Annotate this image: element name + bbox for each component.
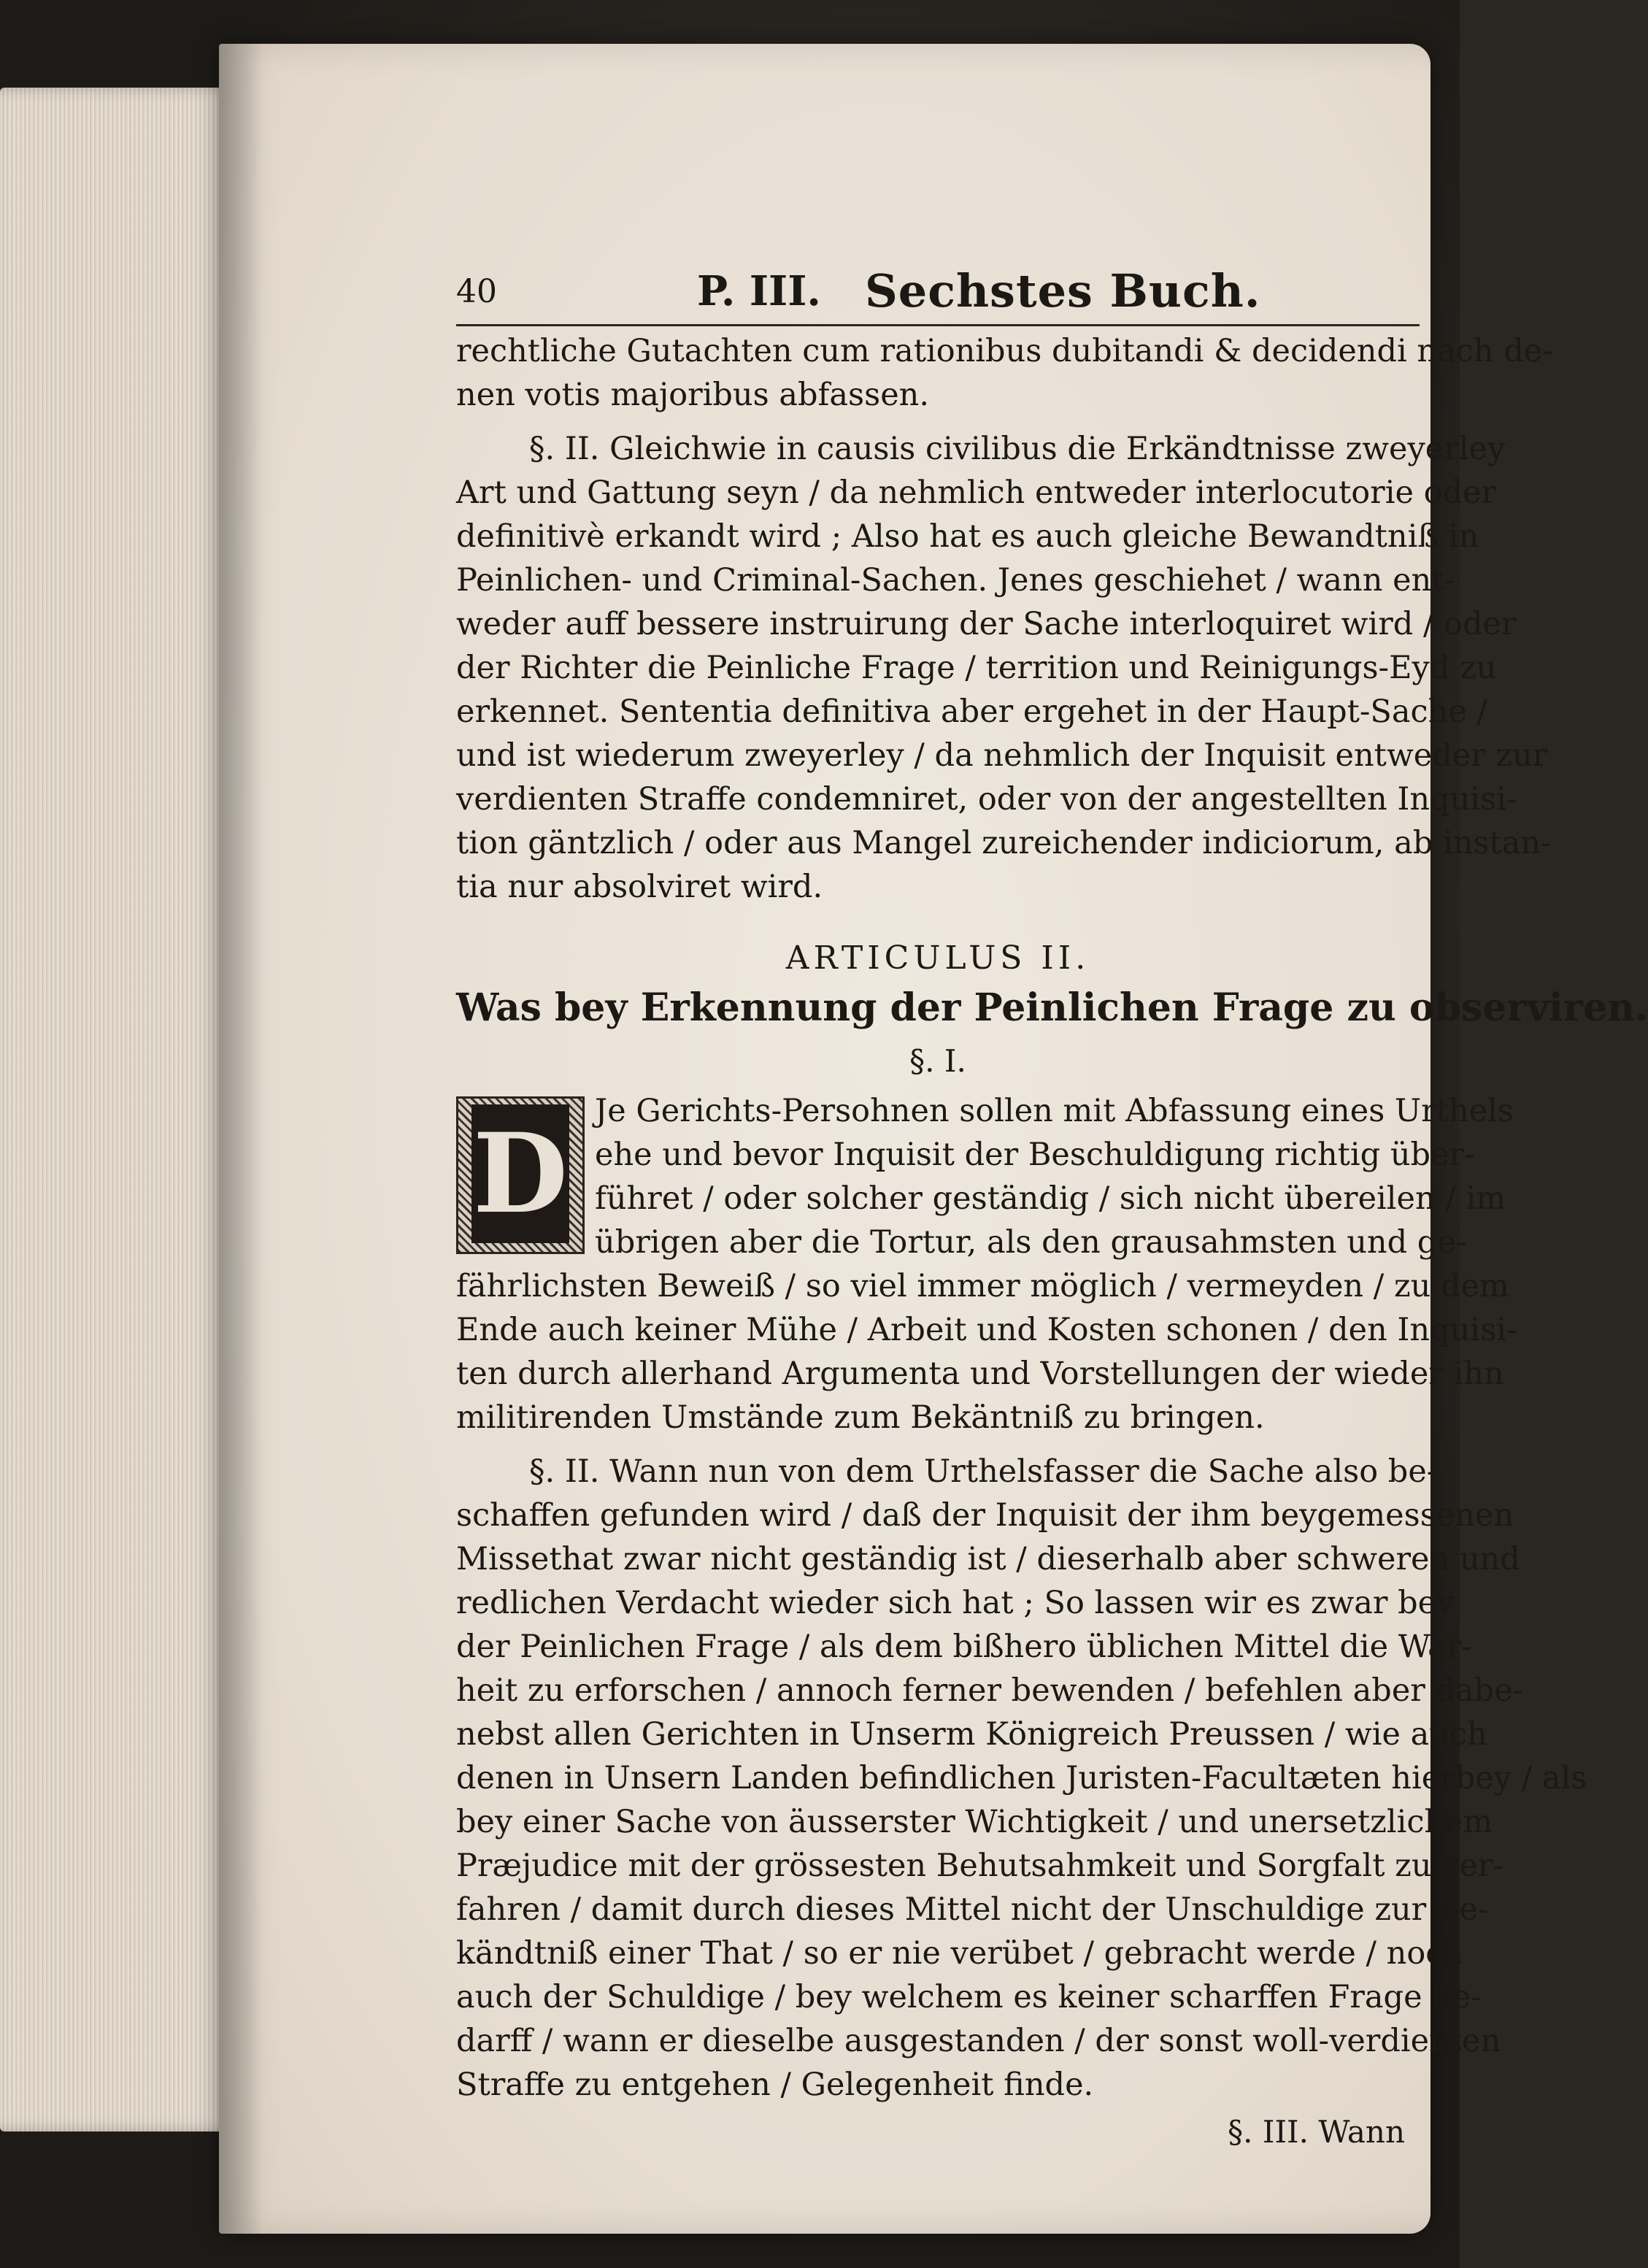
text-line: verdienten Straffe condemniret, oder von der angestellten Inquisi-: [456, 781, 1517, 818]
text-line: denen in Unsern Landen befindlichen Juristen-Facultæten hierbey / als: [456, 1760, 1587, 1796]
text-line: fährlichsten Beweiß / so viel immer möglich / vermeyden / zu dem: [456, 1268, 1509, 1304]
catchword-row: [456, 2107, 1420, 2158]
text-line: Peinlichen- und Criminal-Sachen. Jenes geschiehet / wann ent-: [456, 562, 1455, 599]
part-label: P. III.: [697, 267, 821, 315]
text-line: führet / oder solcher geständig / sich nicht übereilen / im: [595, 1180, 1506, 1217]
text-line: bey einer Sache von äusserster Wichtigkeit / und unersetzlichem: [456, 1804, 1493, 1840]
running-header: [456, 263, 1420, 326]
text-line: darff / wann er dieselbe ausgestanden / der sonst woll-verdienten: [456, 2023, 1501, 2059]
text-line: tion gäntzlich / oder aus Mangel zureichender indiciorum, ab instan-: [456, 825, 1552, 861]
text-line: übrigen aber die Tortur, als den grausahmsten und ge-: [595, 1224, 1467, 1261]
catchword: §. III. Wann: [1228, 2114, 1405, 2150]
gutter-shadow: [219, 44, 263, 2234]
text-line: ehe und bevor Inquisit der Beschuldigung richtig über-: [595, 1137, 1475, 1173]
article-heading: ARTICULUS II.: [785, 939, 1090, 977]
text-line: Præjudice mit der grössesten Behutsahmkeit und Sorgfalt zu ver-: [456, 1848, 1503, 1884]
article-title: Was bey Erkennung der Peinlichen Frage zu observiren.: [456, 985, 1648, 1030]
text-line: redlichen Verdacht wieder sich hat ; So lassen wir es zwar bey: [456, 1585, 1455, 1621]
text-line: schaffen gefunden wird / daß der Inquisit der ihm beygemessenen: [456, 1497, 1514, 1534]
initial-letter: D: [471, 1104, 569, 1243]
text-line: rechtliche Gutachten cum rationibus dubitandi & decidendi nach de-: [456, 333, 1553, 369]
paragraph-section-2b: [456, 1450, 1587, 2107]
page-text: [456, 263, 1648, 2158]
page-number: 40: [456, 273, 497, 310]
text-line: weder auff bessere instruirung der Sache interloquiret wird / oder: [456, 606, 1517, 642]
text-line: Je Gerichts-Persohnen sollen mit Abfassung eines Urthels: [595, 1093, 1514, 1129]
text-line: kändtniß einer That / so er nie verübet / gebracht werde / noch: [456, 1935, 1464, 1972]
text-line: ten durch allerhand Argumenta und Vorstellungen der wieder ihn: [456, 1356, 1504, 1392]
text-line: auch der Schuldige / bey welchem es keiner scharffen Frage be-: [456, 1979, 1482, 2015]
section-number: §. I.: [909, 1043, 966, 1079]
text-line: heit zu erforschen / annoch ferner bewenden / befehlen aber dabe-: [456, 1672, 1524, 1709]
text-line: §. II. Gleichwie in causis civilibus die Erkändtnisse zweyerley: [529, 431, 1506, 467]
paragraph-section-1: [456, 1089, 1517, 1439]
paragraph-continuation: [456, 329, 1553, 417]
text-line: nen votis majoribus abfassen.: [456, 377, 930, 413]
text-line: fahren / damit durch dieses Mittel nicht der Unschuldige zur Be-: [456, 1891, 1489, 1928]
text-line: erkennet. Sententia definitiva aber ergehet in der Haupt-Sache /: [456, 693, 1487, 730]
text-line: nebst allen Gerichten in Unserm Königreich Preussen / wie auch: [456, 1716, 1487, 1753]
text-line: Ende auch keiner Mühe / Arbeit und Kosten schonen / den Inquisi-: [456, 1312, 1517, 1348]
text-line: Art und Gattung seyn / da nehmlich entweder interlocutorie oder: [456, 474, 1497, 511]
text-line: und ist wiederum zweyerley / da nehmlich der Inquisit entweder zur: [456, 737, 1548, 774]
text-line: Straffe zu entgehen / Gelegenheit finde.: [456, 2067, 1094, 2103]
text-line: §. II. Wann nun von dem Urthelsfasser die Sache also be-: [529, 1453, 1438, 1490]
text-line: der Richter die Peinliche Frage / territion und Reinigungs-Eyd zu: [456, 650, 1497, 686]
book-page-edges: [0, 88, 241, 2131]
paragraph-section-2: [456, 427, 1552, 909]
book-title: Sechstes Buch.: [865, 264, 1261, 318]
text-line: definitivè erkandt wird ; Also hat es auch gleiche Bewandtniß in: [456, 518, 1479, 555]
text-line: militirenden Umstände zum Bekäntniß zu bringen.: [456, 1399, 1265, 1436]
decorated-initial: [456, 1096, 585, 1254]
text-line: der Peinlichen Frage / als dem bißhero üblichen Mittel die War-: [456, 1629, 1472, 1665]
text-line: Missethat zwar nicht geständig ist / dieserhalb aber schweren und: [456, 1541, 1520, 1577]
text-line: tia nur absolviret wird.: [456, 869, 823, 905]
